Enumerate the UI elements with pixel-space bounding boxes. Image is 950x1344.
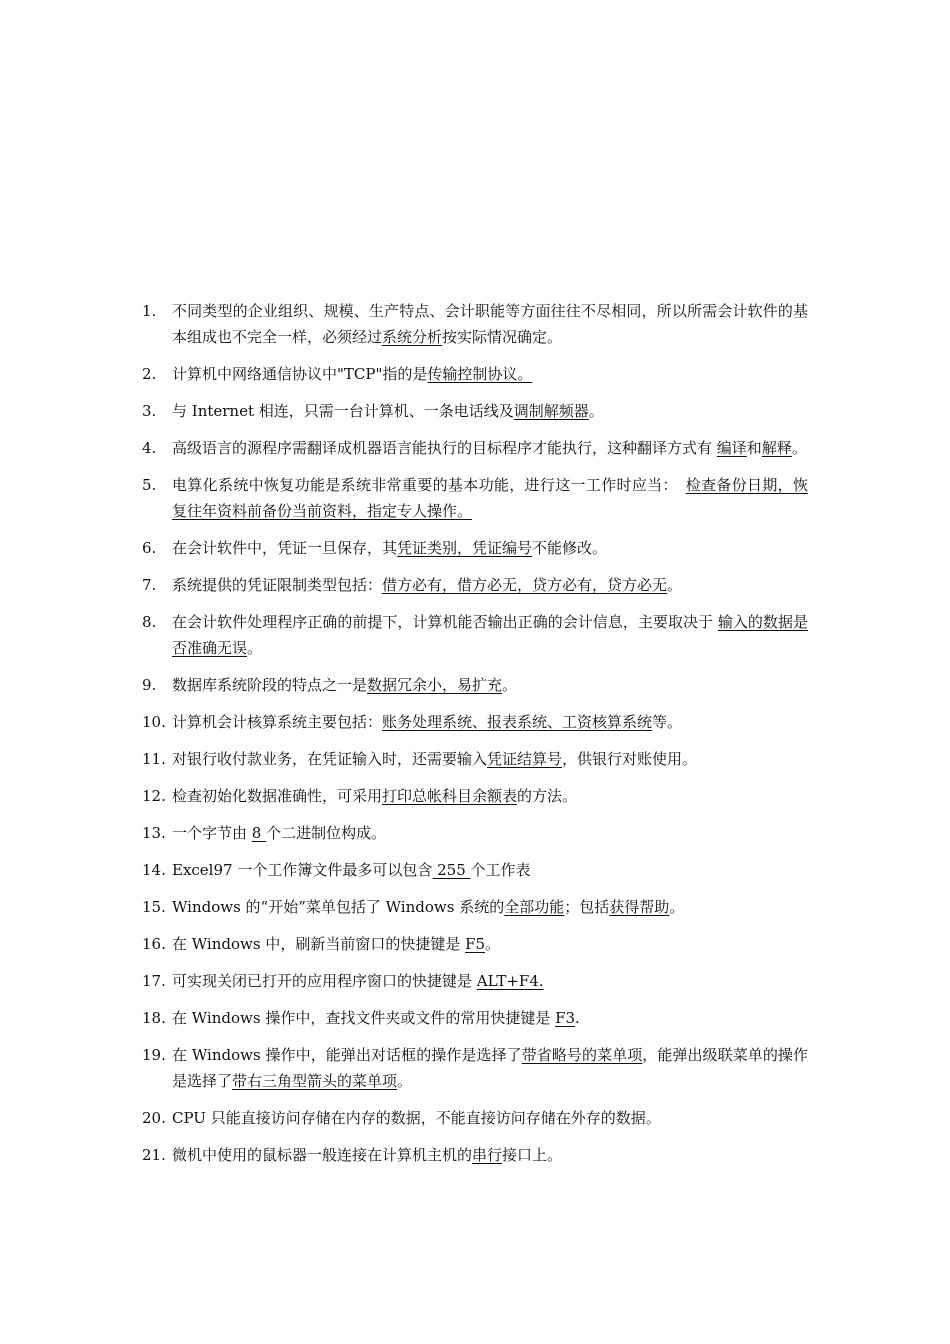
item-text: 不能修改。 [532,539,608,557]
list-item [142,931,808,957]
list-item [142,1105,808,1131]
answer-underlined: 检查备份日期，恢复往年资料前备份当前资料，指定专人操作。 [172,476,808,520]
list-item [142,535,808,561]
answer-underlined: 全部功能 [504,898,565,916]
item-text: 。 [669,898,685,916]
item-number: 2. [142,365,157,383]
item-text: 计算机会计核算系统主要包括： [172,713,383,731]
list-item [142,398,808,424]
answer-underlined: 凭证类别，凭证编号 [397,539,533,557]
answer-underlined: 编译 [716,439,747,457]
question-list [0,298,950,1168]
answer-underlined: F3 [555,1009,576,1027]
list-item [142,1005,808,1031]
answer-underlined: 获得帮助 [609,898,670,916]
list-item [142,572,808,598]
list-item [142,609,808,661]
item-text: 与 Internet 相连，只需一台计算机、一条电话线及 [172,402,514,420]
answer-underlined: 带省略号的菜单项 [521,1046,643,1064]
item-number: 7. [142,576,157,594]
list-item [142,1142,808,1168]
item-text: 电算化系统中恢复功能是系统非常重要的基本功能，进行这一工作时应当： [172,476,686,494]
item-number: 13. [142,824,166,842]
item-number: 19. [142,1046,166,1064]
document-page [0,298,950,1179]
item-number: 1. [142,302,157,320]
answer-underlined: 借方必有，借方必无，贷方必有，贷方必无 [382,576,668,594]
item-text: Excel97 一个工作簿文件最多可以包含 [172,861,433,879]
item-text: 。 [667,576,683,594]
answer-underlined: 串行 [472,1146,503,1164]
item-number: 11. [142,750,166,768]
item-text: 在会计软件处理程序正确的前提下，计算机能否输出正确的会计信息，主要取决于 [172,613,718,631]
item-text: 可实现关闭已打开的应用程序窗口的快捷键是 [172,972,477,990]
item-number: 6. [142,539,157,557]
item-text: 。 [791,439,807,457]
item-number: 5. [142,476,157,494]
item-number: 14. [142,861,166,879]
item-text: 在 Windows 操作中，查找文件夹或文件的常用快捷键是 [172,1009,556,1027]
item-number: 16. [142,935,166,953]
list-item [142,472,808,524]
item-number: 18. [142,1009,166,1027]
answer-underlined: 凭证结算号 [487,750,563,768]
item-text: ，供银行对账使用。 [562,750,698,768]
item-text: ；包括 [564,898,610,916]
item-text: 个二进制位构成。 [266,824,387,842]
list-item [142,672,808,698]
answer-underlined: 解释 [761,439,792,457]
list-item [142,820,808,846]
list-item [142,894,808,920]
answer-underlined: 带右三角型箭头的菜单项 [232,1072,398,1090]
answer-underlined: 255 [432,861,471,879]
item-text: 。 [397,1072,413,1090]
item-text: Windows 的“开始”菜单包括了 Windows 系统的 [172,898,505,916]
item-text: 在会计软件中，凭证一旦保存，其 [172,539,398,557]
list-item [142,709,808,735]
item-number: 12. [142,787,166,805]
list-item [142,968,808,994]
list-item [142,783,808,809]
answer-underlined: 账务处理系统、报表系统、工资核算系统 [382,713,653,731]
item-number: 10. [142,713,166,731]
item-text: 接口上。 [502,1146,563,1164]
answer-underlined: 调制解频器 [513,402,589,420]
item-text: CPU 只能直接访问存储在内存的数据，不能直接访问存储在外存的数据。 [172,1109,661,1127]
item-number: 21. [142,1146,166,1164]
answer-underlined: 数据冗余小，易扩充 [367,676,503,694]
item-text: 对银行收付款业务，在凭证输入时，还需要输入 [172,750,488,768]
item-text: 计算机中网络通信协议中"TCP"指的是 [172,365,428,383]
answer-underlined: 系统分析 [382,328,443,346]
answer-underlined: ALT+F4. [476,972,544,990]
list-item [142,1042,808,1094]
item-text: 的方法。 [517,787,578,805]
item-text: 个工作表 [470,861,531,879]
item-number: 9. [142,676,157,694]
list-item [142,435,808,461]
item-text: 按实际情况确定。 [442,328,563,346]
item-text: 检查初始化数据准确性，可采用 [172,787,383,805]
item-text: 。 [502,676,518,694]
list-item [142,298,808,350]
list-item [142,361,808,387]
item-text: 数据库系统阶段的特点之一是 [172,676,368,694]
list-item [142,746,808,772]
item-text: 和 [746,439,762,457]
answer-underlined: F5 [465,935,486,953]
item-text: . [575,1009,580,1027]
item-number: 15. [142,898,166,916]
answer-underlined: 8 [251,824,267,842]
item-number: 20. [142,1109,166,1127]
item-text: 。 [247,639,263,657]
item-number: 3. [142,402,157,420]
list-item [142,857,808,883]
item-number: 8. [142,613,157,631]
item-text: 在 Windows 中，刷新当前窗口的快捷键是 [172,935,466,953]
item-text: 系统提供的凭证限制类型包括： [172,576,383,594]
item-number: 4. [142,439,157,457]
answer-underlined: 传输控制协议。 [427,365,533,383]
answer-underlined: 输入的数据是否准确无误 [172,613,808,657]
item-text: 等。 [652,713,683,731]
item-text: 。 [588,402,604,420]
item-number: 17. [142,972,166,990]
item-text: 在 Windows 操作中，能弹出对话框的操作是选择了 [172,1046,522,1064]
item-text: ，能弹出级联菜单的操作是选择了 [172,1046,808,1090]
item-text: 高级语言的源程序需翻译成机器语言能执行的目标程序才能执行，这种翻译方式有 [172,439,717,457]
item-text: 微机中使用的鼠标器一般连接在计算机主机的 [172,1146,473,1164]
item-text: 不同类型的企业组织、规模、生产特点、会计职能等方面往往不尽相同，所以所需会计软件的基本组成也不完全一样，必须经过 [172,302,808,346]
answer-underlined: 打印总帐科目余额表 [382,787,518,805]
item-text: 。 [485,935,501,953]
item-text: 一个字节由 [172,824,252,842]
